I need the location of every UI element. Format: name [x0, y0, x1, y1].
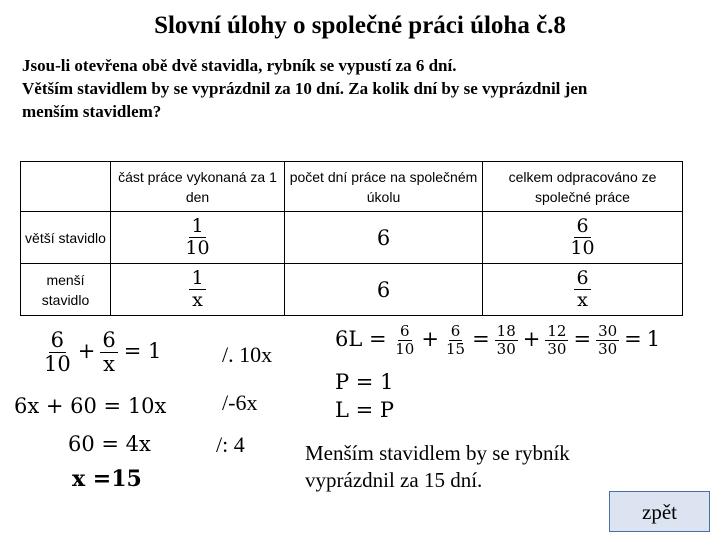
fraction: $\frac{6}{10}$	[570, 215, 595, 259]
fraction: $\frac{1}{10}$	[185, 215, 210, 259]
cell-part-smaller	[111, 264, 285, 316]
work-table	[20, 161, 683, 316]
cell-total-bigger	[483, 212, 683, 264]
problem-line-3: menším stavidlem?	[22, 102, 162, 121]
operation-note: /. 10x	[222, 342, 273, 367]
cell-total-smaller	[483, 264, 683, 316]
problem-statement	[22, 54, 712, 123]
fraction: $\frac{30}{30}$	[598, 322, 618, 358]
table-header-total: celkem odpracováno ze společné práce	[483, 162, 683, 212]
problem-line-2: Větším stavidlem by se vyprázdnil za 10 dní. Za kolik dní by se vyprázdnil jen	[22, 79, 588, 98]
equation-3: 60 = 4x	[68, 432, 151, 456]
cell-part-bigger	[111, 212, 285, 264]
fraction: $\frac{12}{30}$	[547, 322, 567, 358]
cell-days-smaller: 6	[285, 264, 483, 316]
cell-days-bigger: 6	[285, 212, 483, 264]
equation-l: L = P	[335, 398, 395, 422]
equation-2: 6x + 60 = 10x	[14, 394, 167, 418]
back-button[interactable]: zpět	[609, 491, 710, 532]
fraction: $\frac{18}{30}$	[496, 322, 516, 358]
equation-p: P = 1	[335, 370, 394, 394]
table-header-part-per-day: část práce vykonaná za 1 den	[111, 162, 285, 212]
table-row	[21, 264, 683, 316]
fraction: $\frac{6}{10}$	[44, 328, 71, 376]
fraction: $\frac{6}{10}$	[395, 322, 415, 358]
fraction: $\frac{6}{x}$	[102, 328, 116, 376]
operation-note: /-6x	[222, 390, 258, 415]
table-header-row	[21, 162, 683, 212]
problem-line-1: Jsou-li otevřena obě dvě stavidla, rybník se vypustí za 6 dní.	[22, 56, 457, 75]
table-header-empty	[21, 162, 111, 212]
operation-note: /: 4	[216, 432, 245, 457]
result-equation: x =15	[72, 466, 142, 492]
table-header-days: počet dní práce na společném úkolu	[285, 162, 483, 212]
fraction: $\frac{6}{15}$	[445, 322, 466, 358]
equation-combined: 6L = $\frac{6}{10}$ + $\frac{6}{15}$ = $\frac{18}{30}$ + $\frac{12}{30}$ = $\frac{30}{30}$ = 1	[335, 322, 661, 358]
answer-text: Menším stavidlem by se rybník vyprázdnil za 15 dní.	[305, 441, 570, 492]
page-title: Slovní úlohy o společné práci úloha č.8	[154, 12, 566, 39]
fraction: $\frac{6}{x}$	[576, 267, 589, 311]
row-label-bigger: větší stavidlo	[21, 212, 111, 264]
row-label-smaller: menší stavidlo	[21, 264, 111, 316]
table-row	[21, 212, 683, 264]
equation-1: $\frac{6}{10}$ + $\frac{6}{x}$ = 1	[44, 328, 162, 376]
fraction: $\frac{1}{x}$	[191, 267, 204, 311]
